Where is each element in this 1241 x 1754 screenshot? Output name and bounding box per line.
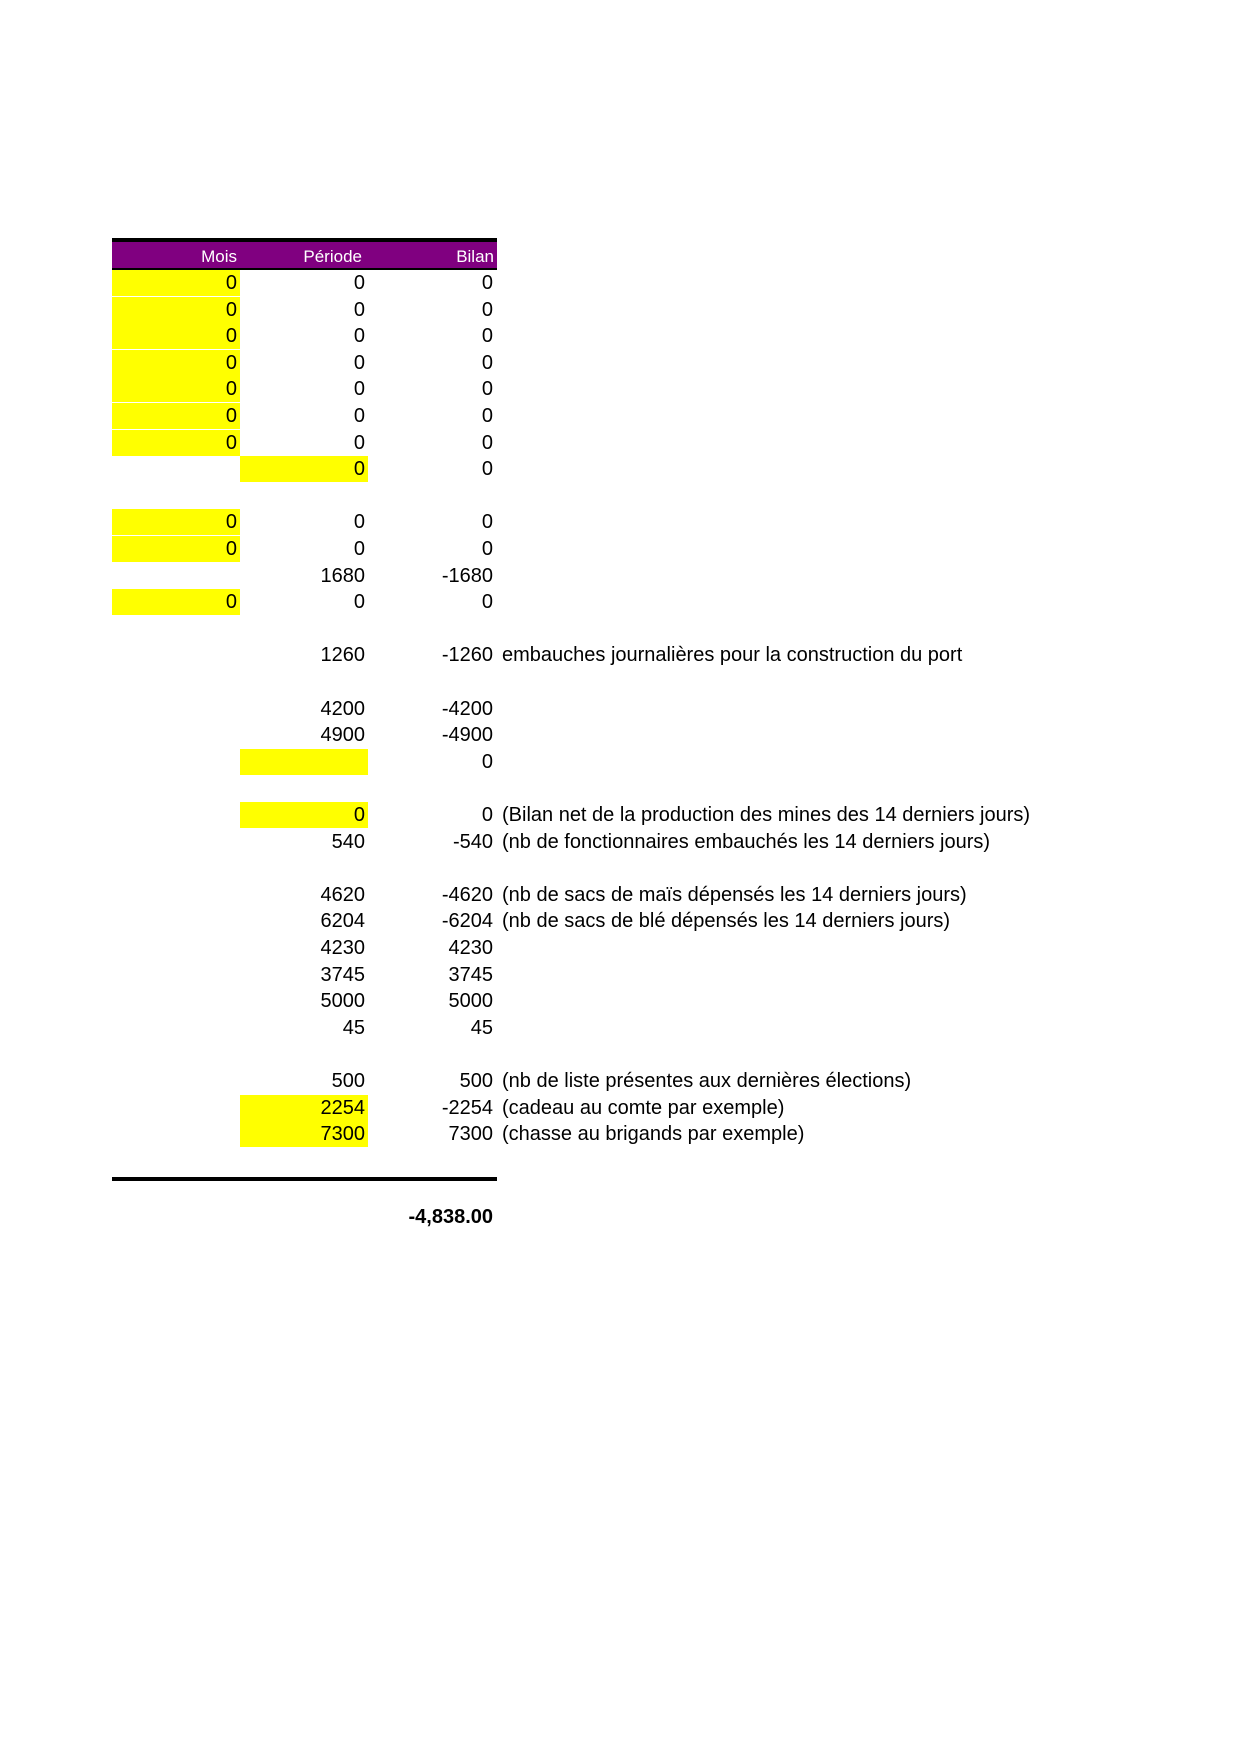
cell-periode[interactable]: 0 [353, 511, 365, 534]
table-row [112, 935, 1012, 961]
cell-note[interactable]: (nb de sacs de blé dépensés les 14 derniers jours) [502, 910, 951, 933]
cell-mois[interactable]: 0 [112, 297, 240, 323]
cell-mois[interactable] [112, 1121, 240, 1147]
table-row [112, 403, 1012, 429]
cell-note[interactable]: embauches journalières pour la construction du port [502, 644, 963, 667]
cell-bilan[interactable]: 0 [481, 298, 493, 321]
cell-note[interactable] [502, 1041, 1122, 1067]
cell-note[interactable] [502, 962, 1122, 988]
cell-note[interactable] [502, 722, 1122, 748]
cell-periode[interactable]: 4200 [320, 697, 365, 720]
cell-periode[interactable]: 3745 [320, 963, 365, 986]
cell-periode[interactable]: 2254 [240, 1095, 368, 1121]
cell-note[interactable] [502, 669, 1122, 695]
cell-mois[interactable] [112, 563, 240, 589]
cell-mois[interactable] [112, 802, 240, 828]
cell-periode[interactable] [240, 669, 368, 695]
cell-bilan[interactable]: 0 [481, 405, 493, 427]
cell-bilan[interactable]: -540 [452, 830, 493, 853]
table-row [112, 1095, 1012, 1121]
cell-bilan[interactable]: -4900 [441, 724, 493, 747]
cell-periode[interactable]: 0 [353, 298, 365, 321]
cell-mois[interactable] [112, 775, 240, 801]
cell-mois[interactable] [112, 722, 240, 748]
cell-bilan[interactable]: 4230 [448, 937, 493, 959]
cell-note[interactable] [502, 855, 1122, 881]
cell-note[interactable] [502, 350, 1122, 376]
cell-note[interactable] [502, 536, 1122, 562]
header-mois: Mois [201, 247, 237, 266]
table-row [112, 775, 1012, 801]
cell-periode[interactable]: 0 [353, 378, 365, 401]
cell-mois[interactable] [112, 1015, 240, 1041]
cell-periode[interactable] [240, 855, 368, 881]
table-row [112, 589, 1012, 615]
cell-note[interactable]: (chasse au brigands par exemple) [502, 1123, 805, 1146]
cell-note[interactable]: (nb de fonctionnaires embauchés les 14 derniers jours) [502, 830, 991, 853]
cell-bilan[interactable] [368, 669, 496, 695]
cell-periode[interactable]: 540 [331, 830, 365, 853]
cell-mois[interactable] [112, 669, 240, 695]
cell-note[interactable] [502, 430, 1122, 456]
table-row [112, 802, 1031, 828]
cell-periode[interactable]: 4620 [320, 883, 365, 906]
cell-bilan[interactable]: -6204 [441, 910, 493, 933]
cell-note[interactable] [502, 696, 1122, 722]
table-row [112, 988, 1012, 1014]
cell-periode[interactable] [240, 483, 368, 509]
cell-bilan[interactable]: 3745 [448, 963, 493, 986]
cell-bilan[interactable] [368, 616, 496, 642]
table-row [112, 350, 1012, 376]
cell-mois[interactable] [112, 829, 240, 855]
cell-mois[interactable]: 0 [112, 323, 240, 349]
table-row [112, 563, 1012, 589]
cell-bilan[interactable]: -2254 [441, 1096, 493, 1119]
table-row [112, 509, 1012, 535]
cell-mois[interactable] [112, 882, 240, 908]
cell-periode[interactable]: 0 [240, 456, 368, 482]
cell-mois[interactable] [112, 855, 240, 881]
table-row [112, 882, 1012, 908]
cell-note[interactable] [502, 563, 1122, 589]
cell-note[interactable] [502, 935, 1122, 961]
cell-periode[interactable]: 0 [353, 538, 365, 560]
cell-bilan[interactable]: 0 [481, 272, 493, 294]
table-row [112, 297, 1012, 323]
cell-note[interactable]: (cadeau au comte par exemple) [502, 1096, 785, 1119]
cell-bilan[interactable]: -4200 [441, 697, 493, 720]
cell-periode[interactable]: 4900 [320, 724, 365, 747]
cell-mois[interactable]: 0 [112, 350, 240, 376]
cell-mois[interactable]: 0 [112, 403, 240, 429]
cell-note[interactable] [502, 749, 1122, 775]
cell-mois[interactable] [112, 1041, 240, 1067]
cell-periode[interactable]: 1260 [320, 644, 365, 667]
cell-periode[interactable]: 45 [342, 1016, 365, 1039]
cell-bilan[interactable]: 45 [470, 1016, 493, 1039]
cell-periode[interactable]: 7300 [240, 1121, 368, 1147]
cell-bilan[interactable]: 0 [481, 804, 493, 826]
cell-note[interactable] [502, 456, 1122, 482]
table-row [112, 456, 1012, 482]
cell-bilan[interactable]: -4620 [441, 883, 493, 906]
table-row [112, 722, 1012, 748]
cell-bilan[interactable]: 500 [459, 1070, 493, 1092]
cell-periode[interactable]: 0 [353, 405, 365, 427]
cell-note[interactable] [502, 403, 1122, 429]
table-row [112, 376, 1012, 402]
table-row [112, 536, 1012, 562]
cell-bilan[interactable]: 0 [481, 431, 493, 454]
cell-bilan[interactable] [368, 483, 496, 509]
table-row [112, 323, 1012, 349]
table-row [112, 642, 1012, 668]
cell-mois[interactable] [112, 1068, 240, 1094]
cell-bilan[interactable]: 0 [481, 538, 493, 560]
table-row [112, 829, 1012, 855]
table-row [112, 669, 1012, 695]
cell-note[interactable]: (nb de liste présentes aux dernières élections) [502, 1070, 912, 1092]
table-row [112, 270, 1012, 296]
table-row [112, 908, 1012, 934]
cell-mois[interactable] [112, 962, 240, 988]
table-row [112, 1041, 1012, 1067]
cell-periode[interactable]: 0 [240, 802, 368, 828]
cell-mois[interactable]: 0 [112, 430, 240, 456]
cell-bilan[interactable]: 0 [481, 351, 493, 374]
cell-mois[interactable] [112, 696, 240, 722]
bottom-rule [112, 1177, 497, 1181]
cell-bilan[interactable]: -1680 [441, 564, 493, 587]
cell-mois[interactable] [112, 935, 240, 961]
cell-periode[interactable]: 0 [353, 431, 365, 454]
cell-note[interactable] [502, 1015, 1122, 1041]
cell-periode[interactable] [240, 775, 368, 801]
cell-note[interactable] [502, 509, 1122, 535]
cell-note[interactable] [502, 483, 1122, 509]
cell-mois[interactable] [112, 1095, 240, 1121]
cell-mois[interactable] [112, 642, 240, 668]
cell-note[interactable]: (Bilan net de la production des mines des 14 derniers jours) [502, 804, 1031, 826]
cell-note[interactable] [502, 270, 1122, 296]
cell-mois[interactable]: 0 [112, 376, 240, 402]
table-row [112, 962, 1012, 988]
cell-periode[interactable]: 0 [353, 325, 365, 348]
cell-note[interactable] [502, 376, 1122, 402]
cell-bilan[interactable]: -1260 [441, 644, 493, 667]
cell-periode[interactable]: 5000 [320, 990, 365, 1013]
cell-bilan[interactable] [368, 1041, 496, 1067]
cell-bilan[interactable]: 5000 [448, 990, 493, 1013]
cell-note[interactable] [502, 775, 1122, 801]
cell-note[interactable]: (nb de sacs de maïs dépensés les 14 derniers jours) [502, 883, 967, 906]
cell-note[interactable] [502, 297, 1122, 323]
cell-mois[interactable]: 0 [112, 536, 240, 562]
cell-periode[interactable]: 0 [353, 272, 365, 294]
cell-mois[interactable] [112, 616, 240, 642]
cell-bilan[interactable]: 0 [481, 378, 493, 401]
cell-mois[interactable]: 0 [112, 589, 240, 615]
cell-periode[interactable]: 0 [353, 351, 365, 374]
header-periode: Période [303, 247, 362, 266]
cell-bilan[interactable] [368, 855, 496, 881]
cell-note[interactable] [502, 323, 1122, 349]
table-row [112, 430, 1012, 456]
table-row [112, 855, 1012, 881]
cell-bilan[interactable]: 0 [481, 325, 493, 348]
cell-periode[interactable] [240, 616, 368, 642]
cell-periode[interactable]: 500 [331, 1070, 365, 1092]
cell-periode[interactable]: 4230 [320, 937, 365, 959]
cell-periode[interactable] [240, 749, 368, 775]
table-row [112, 616, 1012, 642]
table-row [112, 696, 1012, 722]
cell-periode[interactable] [240, 1041, 368, 1067]
cell-bilan[interactable]: 7300 [448, 1123, 493, 1146]
cell-mois[interactable]: 0 [112, 509, 240, 535]
table-header [112, 242, 497, 270]
total-value: -4,838.00 [408, 1206, 493, 1228]
cell-bilan[interactable]: 0 [481, 511, 493, 534]
cell-bilan[interactable] [368, 775, 496, 801]
cell-mois[interactable] [112, 908, 240, 934]
table-row [112, 483, 1012, 509]
cell-note[interactable] [502, 616, 1122, 642]
cell-bilan[interactable]: 0 [481, 750, 493, 773]
cell-periode[interactable]: 1680 [320, 564, 365, 587]
cell-periode[interactable]: 6204 [320, 910, 365, 933]
table-row [112, 1068, 1012, 1094]
cell-mois[interactable] [112, 483, 240, 509]
cell-note[interactable] [502, 988, 1122, 1014]
cell-mois[interactable]: 0 [112, 270, 240, 296]
cell-periode[interactable]: 0 [353, 591, 365, 614]
cell-bilan[interactable]: 0 [481, 591, 493, 614]
table-row [112, 749, 1012, 775]
cell-note[interactable] [502, 589, 1122, 615]
cell-bilan[interactable]: 0 [481, 458, 493, 481]
header-bilan: Bilan [456, 247, 494, 266]
table-row [112, 1015, 1012, 1041]
cell-mois[interactable] [112, 749, 240, 775]
cell-mois[interactable] [112, 456, 240, 482]
table-row [112, 1121, 1012, 1147]
cell-mois[interactable] [112, 988, 240, 1014]
